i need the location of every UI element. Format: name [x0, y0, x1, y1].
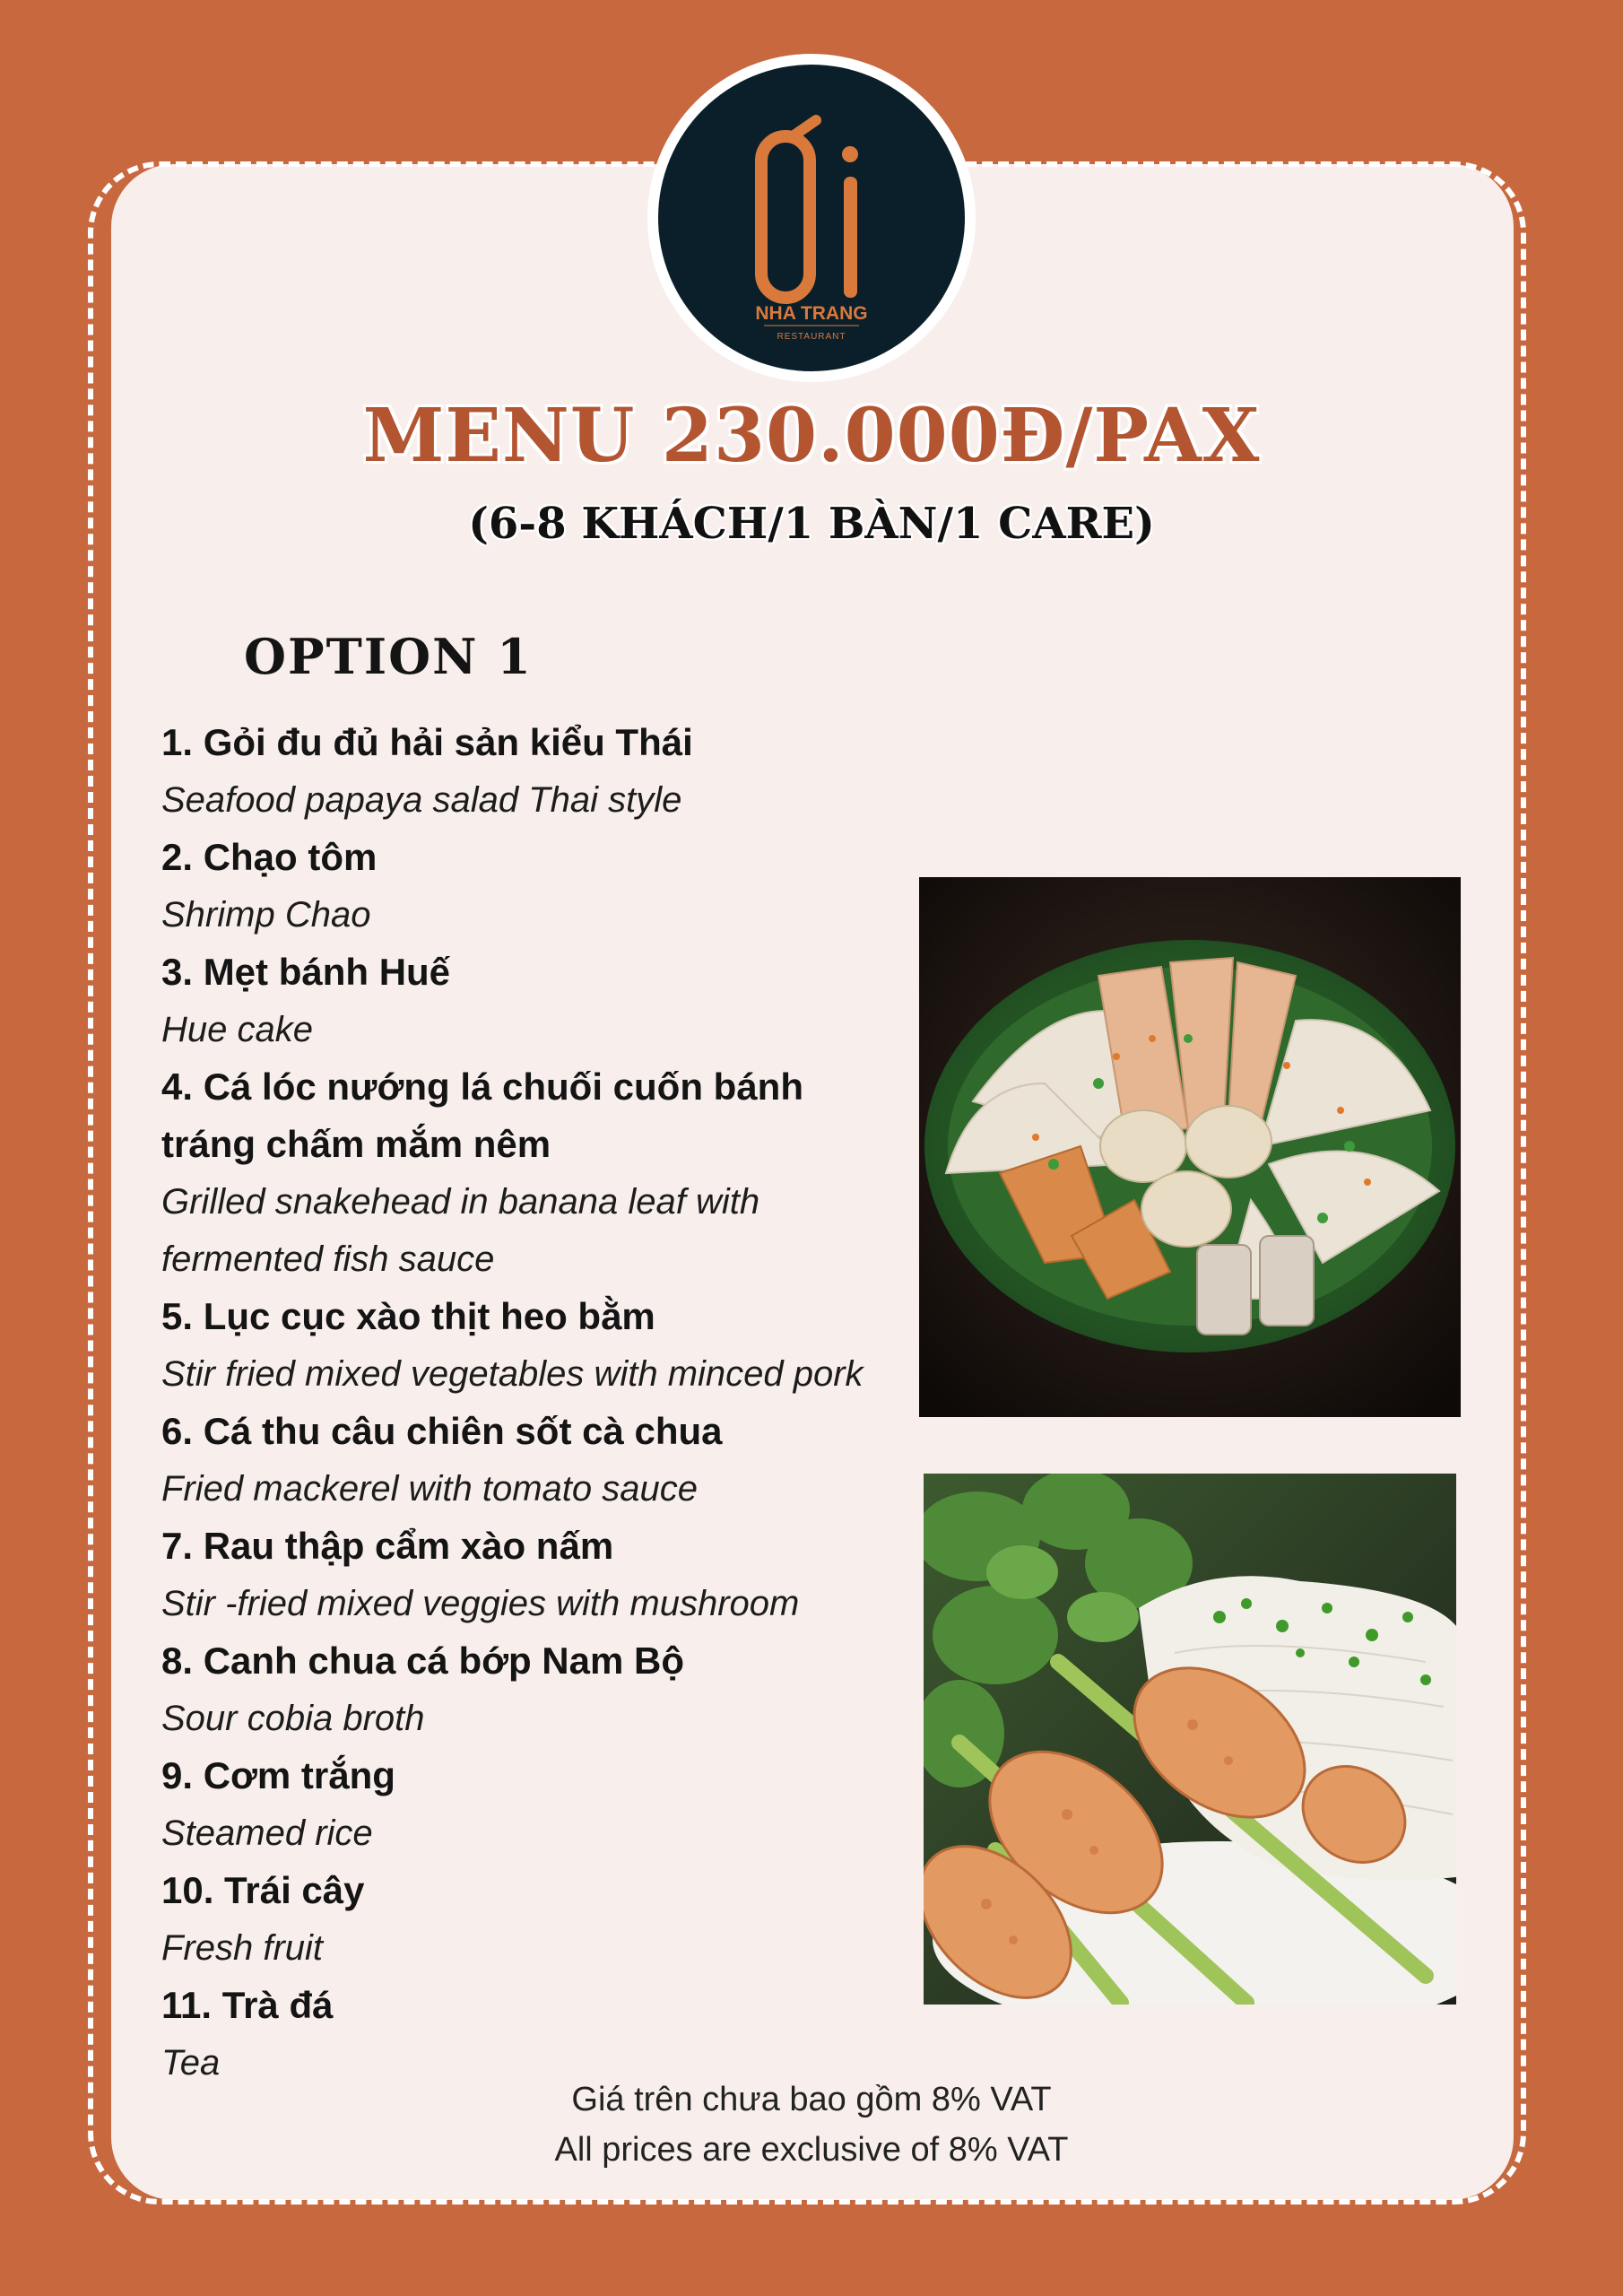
vat-note-en: All prices are exclusive of 8% VAT [554, 2131, 1069, 2169]
dish-name: 4. Cá lóc nướng lá chuối cuốn bánh tráng chấm mắm nêm [161, 1065, 803, 1165]
dish-name: 3. Mẹt bánh Huế [161, 951, 451, 993]
dish-description: Fresh fruit [161, 1928, 324, 1968]
dish-description: Fried mackerel with tomato sauce [161, 1469, 699, 1509]
menu-item [161, 1058, 924, 1288]
dish-description: Sour cobia broth [161, 1699, 425, 1738]
menu-list [161, 714, 924, 2092]
shrimp-skewers-photo [924, 1474, 1456, 2005]
menu-item [161, 1518, 924, 1632]
hue-cake-photo [919, 877, 1461, 1417]
menu-item [161, 1747, 924, 1862]
dish-name: 10. Trái cây [161, 1869, 365, 1911]
dish-description: Seafood papaya salad Thai style [161, 780, 682, 820]
menu-item [161, 1977, 924, 2092]
dish-description: Stir fried mixed vegetables with minced pork [161, 1354, 864, 1394]
dish-description: Stir -fried mixed veggies with mushroom [161, 1584, 800, 1623]
restaurant-logo [658, 65, 965, 371]
option-heading: OPTION 1 [244, 628, 533, 685]
dish-name: 8. Canh chua cá bớp Nam Bộ [161, 1639, 684, 1682]
menu-item [161, 829, 924, 944]
dish-name: 9. Cơm trắng [161, 1754, 395, 1796]
dish-description: Shrimp Chao [161, 895, 371, 935]
menu-item [161, 1403, 924, 1518]
menu-item [161, 944, 924, 1058]
menu-item [161, 1862, 924, 1977]
dish-description: Steamed rice [161, 1813, 373, 1853]
dish-name: 5. Lục cục xào thịt heo bằm [161, 1295, 655, 1337]
dish-description: Grilled snakehead in banana leaf with fermented fish sauce [161, 1182, 760, 1279]
dish-name: 11. Trà đá [161, 1984, 334, 2026]
dish-name: 6. Cá thu câu chiên sốt cà chua [161, 1410, 723, 1452]
menu-subtitle: (6-8 KHÁCH/1 BÀN/1 CARE) [468, 499, 1155, 549]
dish-name: 2. Chạo tôm [161, 836, 378, 878]
vat-note-vn: Giá trên chưa bao gồm 8% VAT [571, 2081, 1052, 2118]
logo-sub: RESTAURANT [777, 332, 846, 342]
menu-item [161, 1632, 924, 1747]
menu-item [161, 1288, 924, 1403]
logo-brand: NHA TRANG [755, 303, 868, 324]
dish-description: Hue cake [161, 1010, 313, 1049]
dish-name: 1. Gỏi đu đủ hải sản kiểu Thái [161, 721, 693, 763]
dish-description: Tea [161, 2043, 221, 2083]
menu-item [161, 714, 924, 829]
menu-title: MENU 230.000Đ/PAX [362, 393, 1261, 479]
dish-name: 7. Rau thập cẩm xào nấm [161, 1525, 614, 1567]
